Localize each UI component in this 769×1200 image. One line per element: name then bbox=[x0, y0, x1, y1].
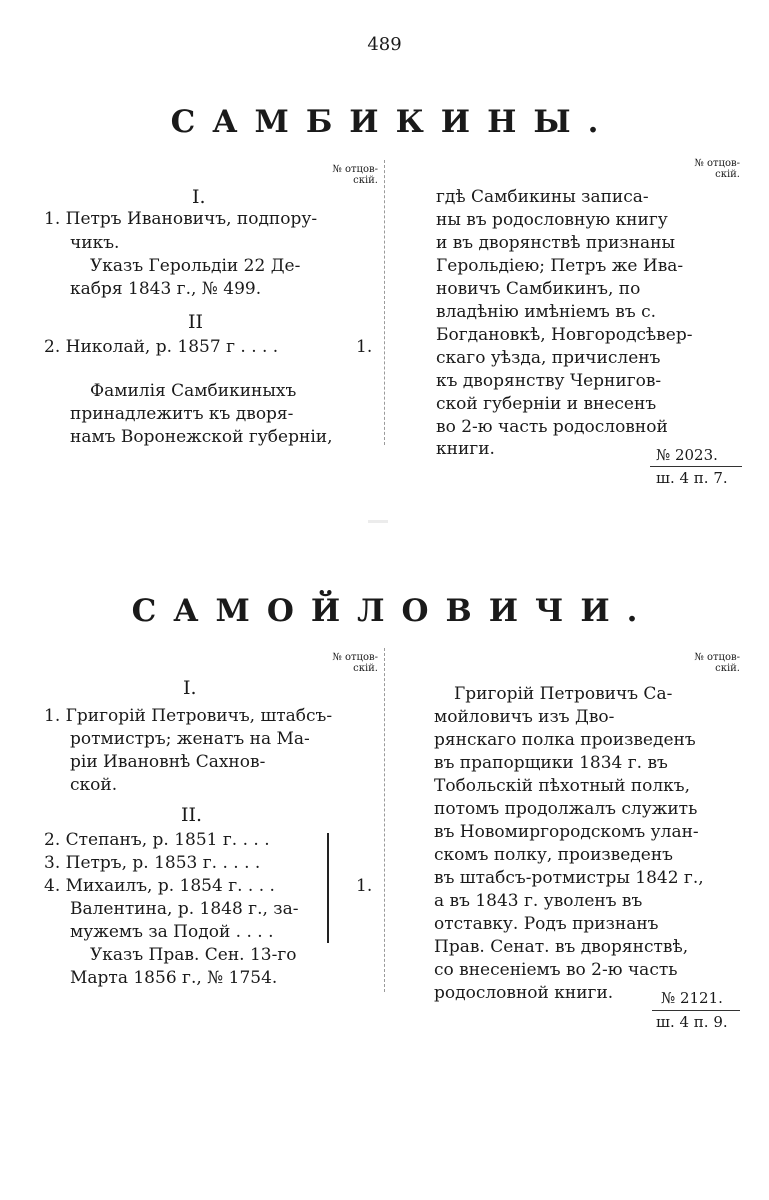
reference-rule bbox=[650, 466, 742, 467]
genealogy-line: чикъ. bbox=[70, 233, 120, 253]
father-number: 1. bbox=[356, 876, 373, 896]
sibling-bracket bbox=[327, 833, 329, 943]
decree-line: Указъ Прав. Сен. 13-го bbox=[90, 945, 297, 965]
note-line: въ штабсъ-ротмистры 1842 г., bbox=[434, 868, 704, 888]
genealogy-line: 2. Степанъ, р. 1851 г. . . . bbox=[44, 830, 270, 850]
note-line: отставку. Родъ признанъ bbox=[434, 914, 659, 934]
note-line: родословной книги. bbox=[434, 983, 614, 1003]
reference-rule bbox=[652, 1010, 740, 1011]
column-header-line: № отцов- bbox=[332, 652, 378, 663]
column-header-line: скій. bbox=[715, 169, 740, 180]
column-header-line: № отцов- bbox=[332, 164, 378, 175]
column-header-line: скій. bbox=[353, 663, 378, 674]
generation-heading: I. bbox=[192, 186, 206, 208]
column-header-line: скій. bbox=[715, 663, 740, 674]
note-line: ны въ родословную книгу bbox=[436, 210, 668, 230]
genealogy-line: кабря 1843 г., № 499. bbox=[70, 279, 262, 299]
note-line: принадлежитъ къ дворя- bbox=[70, 404, 294, 424]
page-number: 489 bbox=[367, 34, 402, 55]
note-line: скаго уѣзда, причисленъ bbox=[436, 348, 661, 368]
column-header-line: № отцов- bbox=[694, 652, 740, 663]
note-line: со внесеніемъ во 2-ю часть bbox=[434, 960, 678, 980]
column-header-line: скій. bbox=[353, 175, 378, 186]
decree-line: Марта 1856 г., № 1754. bbox=[70, 968, 278, 988]
note-line: намъ Воронежской губерніи, bbox=[70, 427, 333, 447]
genealogy-line: Валентина, р. 1848 г., за- bbox=[70, 899, 299, 919]
note-line: гдѣ Самбикины записа- bbox=[436, 187, 649, 207]
generation-heading: I. bbox=[183, 677, 197, 699]
genealogy-line: 1. Григорій Петровичъ, штабсъ- bbox=[44, 706, 333, 726]
section-title-samoylovichi: САМОЙЛОВИЧИ. bbox=[131, 593, 655, 629]
genealogy-line: ротмистръ; женатъ на Ма- bbox=[70, 729, 310, 749]
genealogy-line: ріи Ивановнѣ Сахнов- bbox=[70, 752, 266, 772]
note-line: владѣнію имѣніемъ въ с. bbox=[436, 302, 656, 322]
column-header-father-no bbox=[308, 164, 378, 186]
genealogy-line: мужемъ за Подой . . . . bbox=[70, 922, 274, 942]
note-line: потомъ продолжалъ служить bbox=[434, 799, 698, 819]
reference-number: № 2121. bbox=[661, 989, 723, 1007]
note-line: книги. bbox=[436, 439, 495, 459]
column-header-line: № отцов- bbox=[694, 158, 740, 169]
note-line: новичъ Самбикинъ, по bbox=[436, 279, 641, 299]
genealogy-line: 3. Петръ, р. 1853 г. . . . . bbox=[44, 853, 261, 873]
generation-heading: II bbox=[188, 311, 204, 333]
genealogy-line: 4. Михаилъ, р. 1854 г. . . . bbox=[44, 876, 275, 896]
note-line: къ дворянству Чернигов- bbox=[436, 371, 662, 391]
note-line: и въ дворянствѣ признаны bbox=[436, 233, 676, 253]
column-header-father-no bbox=[670, 158, 740, 180]
note-line: Герольдіею; Петръ же Ива- bbox=[436, 256, 684, 276]
father-number: 1. bbox=[356, 337, 373, 357]
section-separator bbox=[368, 520, 388, 523]
note-line: а въ 1843 г. уволенъ въ bbox=[434, 891, 643, 911]
genealogy-line: 2. Николай, р. 1857 г . . . . bbox=[44, 337, 279, 357]
generation-heading: II. bbox=[181, 804, 203, 826]
note-line: Григорій Петровичъ Са- bbox=[454, 684, 673, 704]
reference-location: ш. 4 п. 7. bbox=[656, 469, 728, 487]
note-line: Фамилія Самбикиныхъ bbox=[90, 381, 297, 401]
note-line: мойловичъ изъ Дво- bbox=[434, 707, 615, 727]
note-line: Тобольскій пѣхотный полкъ, bbox=[434, 776, 691, 796]
note-line: рянскаго полка произведенъ bbox=[434, 730, 696, 750]
genealogy-line: Указъ Герольдіи 22 Де- bbox=[90, 256, 301, 276]
section-title-sambikiny: САМБИКИНЫ. bbox=[170, 104, 616, 140]
reference-location: ш. 4 п. 9. bbox=[656, 1013, 728, 1031]
note-line: въ прапорщики 1834 г. въ bbox=[434, 753, 668, 773]
note-line: Богдановкѣ, Новгородсѣвер- bbox=[436, 325, 693, 345]
genealogy-line: 1. Петръ Ивановичъ, подпору- bbox=[44, 209, 318, 229]
genealogy-line: ской. bbox=[70, 775, 118, 795]
column-header-father-no bbox=[308, 652, 378, 674]
reference-number: № 2023. bbox=[656, 446, 718, 464]
note-line: въ Новомиргородскомъ улан- bbox=[434, 822, 699, 842]
column-divider bbox=[384, 648, 385, 992]
column-divider bbox=[384, 160, 385, 445]
note-line: скомъ полку, произведенъ bbox=[434, 845, 673, 865]
note-line: Прав. Сенат. въ дворянствѣ, bbox=[434, 937, 689, 957]
note-line: во 2-ю часть родословной bbox=[436, 417, 668, 437]
note-line: ской губерніи и внесенъ bbox=[436, 394, 657, 414]
column-header-father-no bbox=[670, 652, 740, 674]
